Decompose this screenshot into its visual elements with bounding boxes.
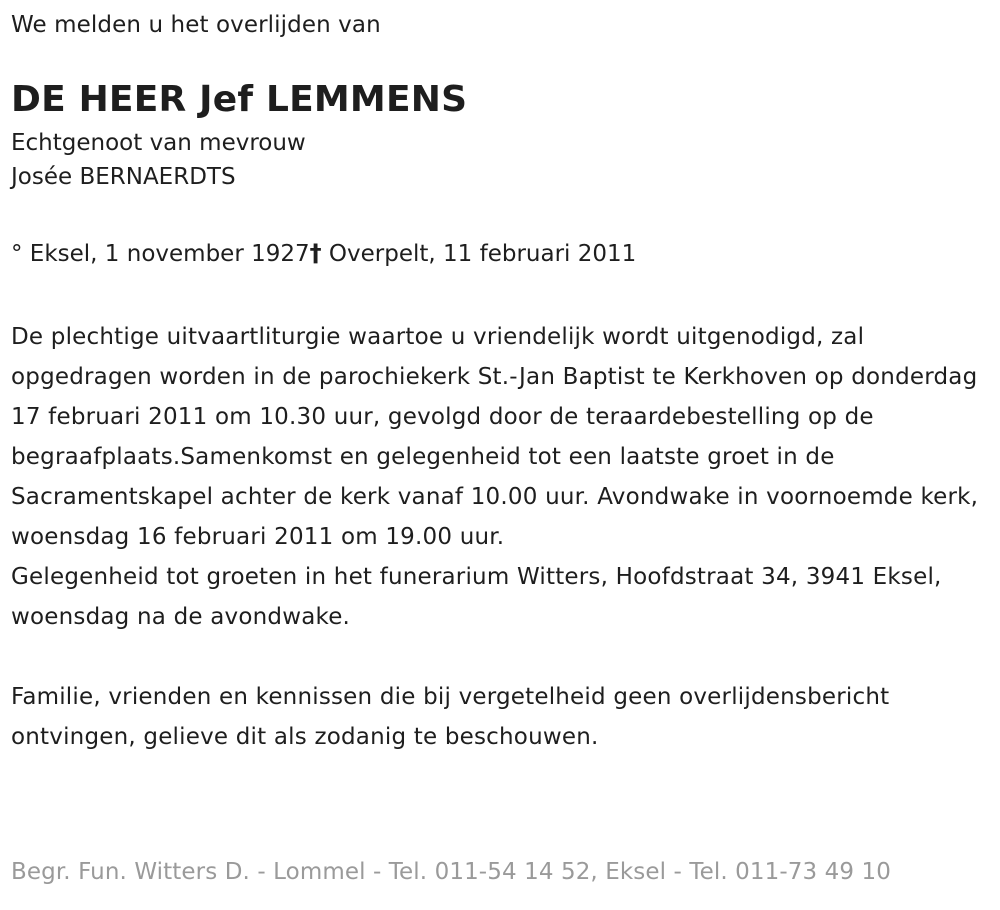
deceased-name: DE HEER Jef LEMMENS — [11, 79, 468, 120]
spouse-block — [11, 126, 996, 194]
birth-date: ° Eksel, 1 november 1927 — [11, 241, 310, 267]
death-date: Overpelt, 11 februari 2011 — [321, 241, 637, 267]
intro-text: We melden u het overlijden van — [11, 12, 381, 38]
death-notice — [11, 8, 996, 757]
funeral-details — [11, 317, 996, 637]
closing-paragraph: Familie, vrienden en kennissen die bij vergetelheid geen overlijdensbericht ontvingen, gelieve dit als zodanig te beschouwen. — [11, 684, 890, 750]
spouse-label: Echtgenoot van mevrouw — [11, 130, 306, 156]
funeral-home-footer: Begr. Fun. Witters D. - Lommel - Tel. 011-54 14 52, Eksel - Tel. 011-73 49 10 — [11, 859, 891, 885]
visitation-paragraph: Gelegenheid tot groeten in het funerarium Witters, Hoofdstraat 34, 3941 Eksel, woensdag na de avondwake. — [11, 564, 942, 630]
cross-icon: † — [309, 239, 322, 267]
spouse-name: Josée BERNAERDTS — [11, 164, 236, 190]
funeral-paragraph: De plechtige uitvaartliturgie waartoe u vriendelijk wordt uitgenodigd, zal opgedragen worden in de parochiekerk St.-Jan Baptist te Kerkhoven op donderdag 17 februari 2011 om 10.30 uur, gevolgd door de teraardebestelling op de begraafplaats.Samenkomst en gelegenheid tot een laatste groet in de Sacramentskapel achter de kerk vanaf 10.00 uur. Avondwake in voornoemde kerk, woensdag 16 februari 2011 om 19.00 uur. — [11, 324, 979, 550]
life-dates — [11, 236, 996, 271]
